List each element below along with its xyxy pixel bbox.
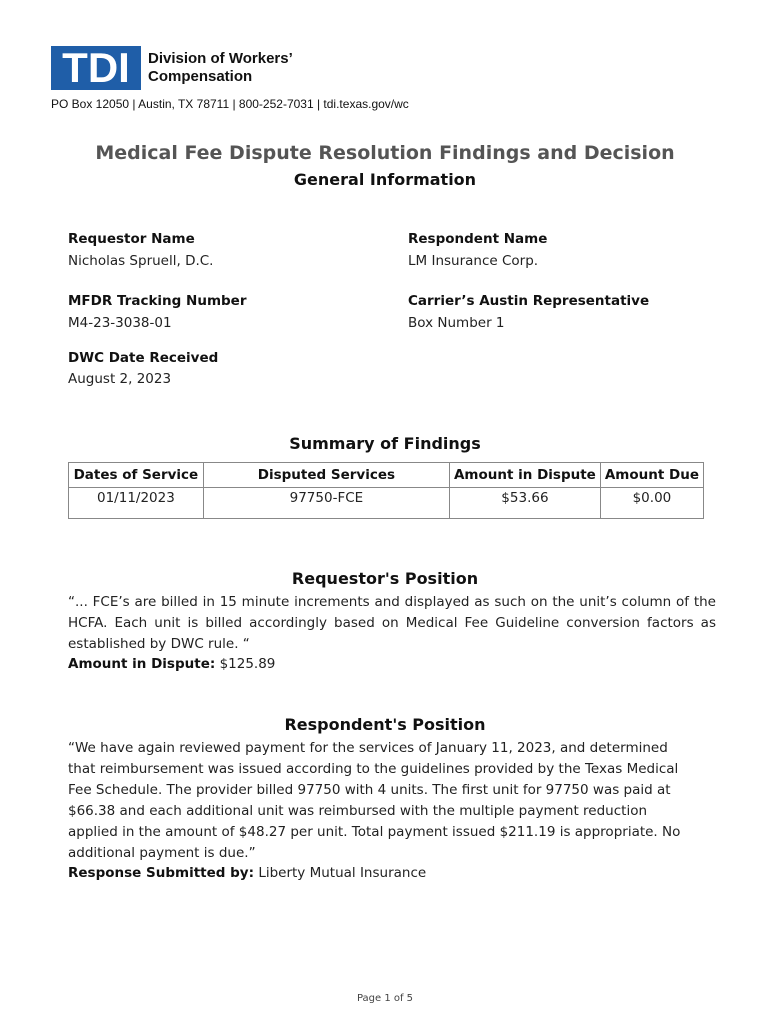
- org-name-line1: Division of Workers’: [148, 50, 293, 67]
- address-line: PO Box 12050 | Austin, TX 78711 | 800-252-7031 | tdi.texas.gov/wc: [51, 97, 409, 111]
- amount-in-dispute-label: Amount in Dispute:: [68, 656, 216, 672]
- date-received-label: DWC Date Received: [68, 350, 219, 366]
- summary-table: [68, 462, 704, 519]
- response-submitted-label: Response Submitted by:: [68, 865, 255, 881]
- page-number: Page 1 of 5: [356, 993, 414, 1004]
- requestor-position-text: “... FCE’s are billed in 15 minute increments and displayed as such on the unit’s column of the HCFA. Each unit is billed accordingly based on Medical Fee Guideline conversion factors as established by DWC rule. “: [68, 594, 716, 652]
- date-of-service-cell: 01/11/2023: [69, 488, 204, 519]
- column-header: Amount Due: [600, 463, 703, 488]
- respondent-position-heading: Respondent's Position: [284, 715, 486, 734]
- requestor-name-value: Nicholas Spruell, D.C.: [68, 253, 214, 269]
- tracking-number-value: M4-23-3038-01: [68, 315, 172, 331]
- requestor-amount-line: [68, 654, 716, 675]
- disputed-service-cell: 97750-FCE: [203, 488, 449, 519]
- column-header: Amount in Dispute: [449, 463, 600, 488]
- amount-in-dispute-value: $125.89: [219, 656, 276, 672]
- general-information-heading: General Information: [293, 170, 477, 189]
- carrier-representative-label: Carrier’s Austin Representative: [408, 293, 650, 309]
- carrier-representative-value: Box Number 1: [408, 315, 505, 331]
- amount-in-dispute-cell: $53.66: [449, 488, 600, 519]
- org-name-line2: Compensation: [148, 68, 253, 85]
- respondent-position-text: “We have again reviewed payment for the services of January 11, 2023, and determined that reimbursement was issued according to the guidelines provided by the Texas Medical Fee Schedule. The provider billed 97750 with 4 units. The first unit for 97750 was paid at $66.38 and each additional unit was reimbursed with the multiple payment reduction applied in the amount of $48.27 per unit. Total payment issued $211.19 is appropriate. No additional payment is due.”: [68, 740, 681, 861]
- summary-heading: Summary of Findings: [289, 434, 481, 453]
- document-title: Medical Fee Dispute Resolution Findings and Decision: [95, 142, 675, 164]
- column-header: Dates of Service: [69, 463, 204, 488]
- requestor-position-heading: Requestor's Position: [291, 569, 479, 588]
- date-received-value: August 2, 2023: [68, 371, 172, 387]
- org-name: [148, 50, 293, 86]
- summary-header-row: [69, 463, 704, 488]
- response-submitted-value: Liberty Mutual Insurance: [258, 865, 427, 881]
- requestor-name-label: Requestor Name: [68, 231, 195, 247]
- table-row: [69, 488, 704, 519]
- response-submitted-line: [68, 863, 716, 884]
- tdi-logo: TDI: [51, 46, 141, 90]
- column-header: Disputed Services: [203, 463, 449, 488]
- respondent-name-label: Respondent Name: [408, 231, 548, 247]
- amount-due-cell: $0.00: [600, 488, 703, 519]
- respondent-name-value: LM Insurance Corp.: [408, 253, 539, 269]
- tracking-number-label: MFDR Tracking Number: [68, 293, 247, 309]
